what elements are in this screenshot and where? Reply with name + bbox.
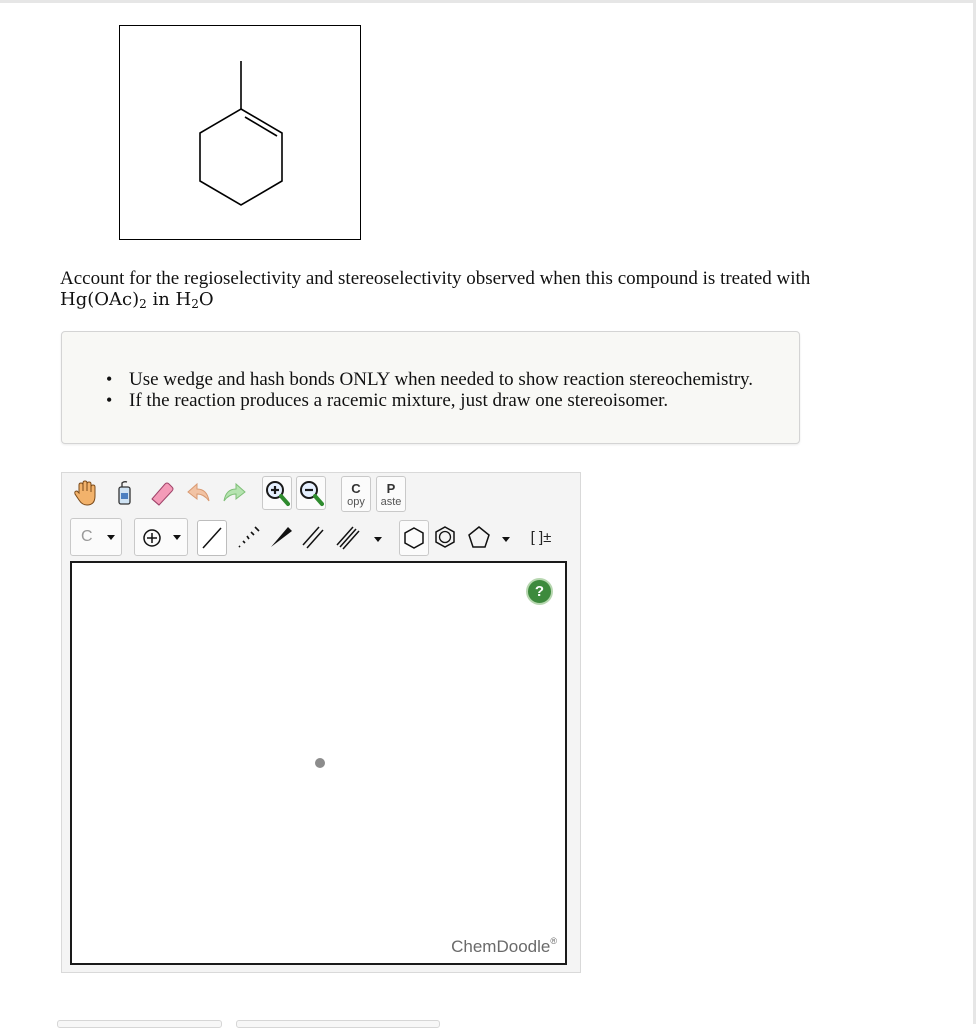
drawing-canvas[interactable] xyxy=(70,561,567,965)
cyclopentane-tool[interactable] xyxy=(464,521,494,553)
undo-icon[interactable] xyxy=(184,477,214,509)
canvas-center-marker xyxy=(315,758,325,768)
chevron-down-icon xyxy=(107,535,115,540)
triple-bond-tool[interactable] xyxy=(334,521,362,553)
chemdoodle-logo: ChemDoodle® xyxy=(451,936,557,956)
element-selector[interactable]: C xyxy=(70,518,122,556)
hash-bond-tool[interactable] xyxy=(234,521,264,553)
chevron-down-icon[interactable] xyxy=(374,537,382,542)
zoom-out-icon[interactable] xyxy=(296,476,326,510)
clear-icon[interactable] xyxy=(109,477,139,509)
zoom-in-icon[interactable] xyxy=(262,476,292,510)
single-bond-tool[interactable] xyxy=(197,520,227,556)
double-bond-tool[interactable] xyxy=(298,521,328,553)
methylcyclohexene-structure xyxy=(120,26,360,239)
paste-button[interactable]: P aste xyxy=(376,476,406,512)
instructions-list xyxy=(106,369,753,411)
bracket-charge-tool[interactable]: [ ]± xyxy=(530,528,552,546)
instruction-item: • Use wedge and hash bonds ONLY when needed to show reaction stereochemistry. xyxy=(106,369,753,390)
question-line: Account for the regioselectivity and stereoselectivity observed when this compound is treated with xyxy=(60,268,811,289)
reagent-formula: $Hg(OAc)_2$ in $H_2O$ xyxy=(60,289,214,311)
chemdoodle-editor xyxy=(61,472,581,973)
cyclohexane-tool[interactable] xyxy=(399,520,429,556)
chevron-down-icon xyxy=(173,535,181,540)
action-button-1[interactable] xyxy=(57,1020,222,1028)
chevron-down-icon[interactable] xyxy=(502,537,510,542)
page-top-border xyxy=(0,0,976,3)
action-button-2[interactable] xyxy=(236,1020,440,1028)
question-text xyxy=(60,268,940,315)
charge-selector[interactable] xyxy=(134,518,188,556)
instruction-item: • If the reaction produces a racemic mixture, just draw one stereoisomer. xyxy=(106,390,753,411)
help-button[interactable]: ? xyxy=(526,578,553,605)
benzene-tool[interactable] xyxy=(430,521,460,553)
copy-button[interactable]: C opy xyxy=(341,476,371,512)
hand-icon[interactable] xyxy=(70,477,100,509)
instructions-box xyxy=(61,331,800,444)
wedge-bond-tool[interactable] xyxy=(266,521,296,553)
molecule-image xyxy=(119,25,361,240)
plus-charge-icon xyxy=(141,527,163,549)
redo-icon[interactable] xyxy=(219,477,249,509)
eraser-icon[interactable] xyxy=(147,477,177,509)
